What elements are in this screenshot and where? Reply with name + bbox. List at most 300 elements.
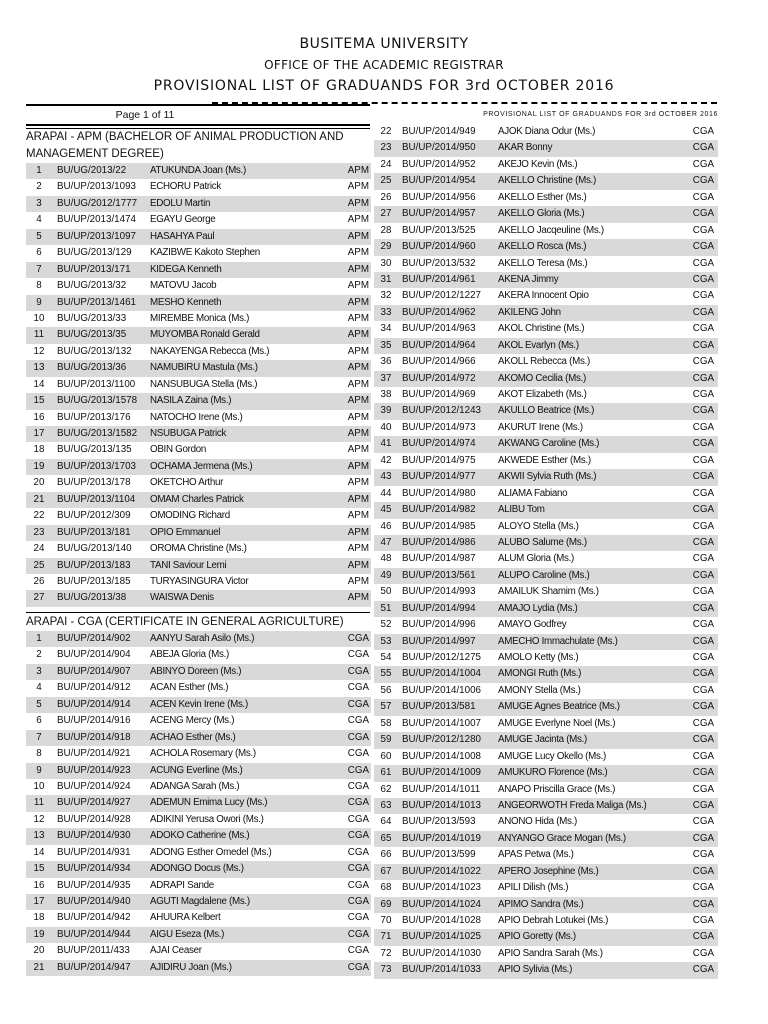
- table-row: [374, 157, 718, 173]
- table-row: [26, 845, 371, 861]
- student-number: BU/UP/2013/171: [57, 263, 131, 275]
- program-code: CGA: [347, 846, 369, 858]
- student-number: BU/UP/2014/1009: [402, 767, 481, 779]
- student-name: AKURUT Irene (Ms.): [498, 421, 583, 433]
- table-row: [374, 551, 718, 567]
- section-title-cga: ARAPAI - CGA (CERTIFICATE IN GENERAL AGRICULTURE): [26, 612, 370, 633]
- program-code: CGA: [347, 961, 369, 973]
- student-number: BU/UP/2013/1461: [57, 296, 136, 308]
- program-code: APM: [347, 362, 369, 374]
- row-number: 10: [33, 312, 45, 324]
- row-number: 54: [380, 652, 392, 663]
- row-number: 63: [380, 799, 392, 811]
- student-number: BU/UP/2012/1275: [402, 652, 481, 663]
- student-number: BU/UP/2014/973: [402, 421, 476, 433]
- student-name: EGAYU George: [150, 214, 216, 226]
- table-row: [26, 163, 371, 179]
- row-number: 12: [33, 345, 45, 357]
- table-row: [374, 962, 718, 978]
- row-number: 9: [36, 764, 42, 776]
- table-row: [374, 305, 718, 321]
- student-name: NAKAYENGA Rebecca (Ms.): [150, 345, 270, 357]
- program-code: CGA: [692, 652, 714, 663]
- table-row: [374, 140, 718, 156]
- student-name: ALOYO Stella (Ms.): [498, 520, 579, 532]
- table-row: [26, 541, 371, 557]
- student-number: BU/UG/2013/1578: [57, 395, 138, 407]
- student-number: BU/UP/2014/956: [402, 191, 476, 203]
- program-code: CGA: [347, 780, 369, 792]
- row-number: 73: [380, 964, 392, 976]
- student-number: BU/UG/2013/35: [57, 329, 127, 341]
- row-number: 7: [36, 731, 42, 743]
- table-row: [374, 436, 718, 452]
- student-name: AKENA Jimmy: [498, 273, 559, 285]
- program-code: APM: [347, 460, 369, 472]
- table-row: [374, 272, 718, 288]
- row-number: 41: [380, 438, 392, 450]
- student-number: BU/UP/2014/977: [402, 471, 476, 483]
- table-row: [26, 795, 371, 811]
- row-number: 47: [380, 536, 392, 548]
- table-row: [26, 492, 371, 508]
- student-number: BU/UP/2014/1033: [402, 964, 481, 976]
- table-row: [374, 124, 718, 140]
- row-number: 46: [380, 520, 392, 532]
- row-number: 19: [33, 460, 45, 472]
- table-row: [26, 894, 371, 910]
- row-number: 4: [36, 214, 42, 226]
- student-number: BU/UP/2014/912: [57, 682, 131, 694]
- program-code: CGA: [692, 865, 714, 877]
- student-number: BU/UP/2014/982: [402, 504, 476, 516]
- table-row: [374, 847, 718, 863]
- student-number: BU/UP/2014/985: [402, 520, 476, 532]
- table-row: [26, 960, 371, 976]
- student-number: BU/UP/2014/1028: [402, 915, 481, 926]
- table-row: [26, 179, 371, 195]
- row-number: 11: [33, 797, 45, 809]
- student-name: HASAHYA Paul: [150, 230, 215, 242]
- program-code: CGA: [692, 931, 714, 943]
- student-number: BU/UP/2012/1227: [402, 290, 481, 302]
- program-code: APM: [347, 526, 369, 538]
- row-number: 69: [380, 898, 392, 910]
- student-number: BU/UG/2013/135: [57, 444, 132, 456]
- row-number: 10: [33, 780, 45, 792]
- table-row: [26, 861, 371, 877]
- table-row: [374, 354, 718, 370]
- table-row: [26, 278, 371, 294]
- row-number: 2: [36, 649, 42, 661]
- program-code: CGA: [692, 273, 714, 285]
- student-name: AKEJO Kevin (Ms.): [498, 158, 578, 170]
- program-code: APM: [347, 280, 369, 292]
- table-row: [374, 897, 718, 913]
- table-row: [374, 321, 718, 337]
- student-number: BU/UP/2013/1100: [57, 378, 136, 390]
- table-row: [374, 288, 718, 304]
- row-number: 56: [380, 684, 392, 696]
- row-number: 16: [33, 411, 45, 423]
- program-code: CGA: [347, 633, 369, 644]
- row-number: 64: [380, 816, 392, 828]
- table-row: [374, 256, 718, 272]
- student-number: BU/UP/2014/954: [402, 175, 476, 187]
- student-number: BU/UP/2014/950: [402, 142, 476, 154]
- row-number: 68: [380, 882, 392, 894]
- program-code: CGA: [692, 224, 714, 236]
- table-row: [26, 212, 371, 228]
- row-number: 66: [380, 849, 392, 861]
- program-code: CGA: [692, 569, 714, 581]
- program-code: CGA: [692, 208, 714, 220]
- student-number: BU/UP/2013/1474: [57, 214, 136, 226]
- table-row: [26, 475, 371, 491]
- student-number: BU/UP/2013/178: [57, 477, 131, 489]
- table-row: [374, 519, 718, 535]
- row-number: 3: [36, 665, 42, 677]
- table-row: [374, 683, 718, 699]
- program-code: CGA: [692, 487, 714, 499]
- student-name: ADRAPI Sande: [150, 879, 214, 891]
- student-name: AJOK Diana Odur (Ms.): [498, 126, 596, 137]
- student-name: NAMUBIRU Mastula (Ms.): [150, 362, 258, 374]
- student-number: BU/UP/2013/1093: [57, 181, 136, 193]
- student-number: BU/UP/2014/927: [57, 797, 131, 809]
- program-code: CGA: [692, 783, 714, 795]
- row-number: 23: [33, 526, 45, 538]
- table-row: [26, 763, 371, 779]
- student-number: BU/UP/2014/1025: [402, 931, 481, 943]
- row-number: 1: [36, 633, 42, 644]
- row-number: 28: [380, 224, 392, 236]
- row-number: 50: [380, 586, 392, 598]
- table-row: [26, 631, 371, 647]
- program-code: CGA: [692, 832, 714, 844]
- row-number: 45: [380, 504, 392, 516]
- program-code: APM: [347, 559, 369, 571]
- page-indicator-box: [26, 104, 370, 126]
- table-row: [26, 574, 371, 590]
- student-name: ALUBO Salume (Ms.): [498, 536, 587, 548]
- program-code: APM: [347, 428, 369, 439]
- table-row: [374, 453, 718, 469]
- student-name: ECHORU Patrick: [150, 181, 221, 193]
- student-name: ACEN Kevin Irene (Ms.): [150, 698, 248, 710]
- row-number: 26: [33, 575, 45, 587]
- row-number: 17: [33, 896, 45, 907]
- student-name: AKAR Bonny: [498, 142, 553, 154]
- program-code: APM: [347, 181, 369, 193]
- row-number: 67: [380, 865, 392, 877]
- table-row: [26, 746, 371, 762]
- table-row: [26, 410, 371, 426]
- row-number: 53: [380, 635, 392, 647]
- student-number: BU/UP/2013/532: [402, 257, 476, 269]
- program-code: APM: [347, 329, 369, 341]
- student-name: AJIDIRU Joan (Ms.): [150, 961, 232, 973]
- student-name: OPIO Emmanuel: [150, 526, 221, 538]
- student-name: ADIKINI Yerusa Owori (Ms.): [150, 813, 264, 825]
- student-name: KAZIBWE Kakoto Stephen: [150, 247, 260, 259]
- table-row: [26, 426, 371, 442]
- program-code: CGA: [347, 863, 369, 875]
- program-code: APM: [347, 378, 369, 390]
- student-number: BU/UG/2013/140: [57, 543, 132, 555]
- table-row: [26, 196, 371, 212]
- program-code: CGA: [692, 964, 714, 976]
- student-number: BU/UP/2014/1013: [402, 799, 481, 811]
- student-number: BU/UP/2014/1024: [402, 898, 481, 910]
- student-name: AKWANG Caroline (Ms.): [498, 438, 600, 450]
- student-name: AKELLO Esther (Ms.): [498, 191, 587, 203]
- student-name: AKELLO Jacqeuline (Ms.): [498, 224, 604, 236]
- row-number: 37: [380, 372, 392, 384]
- program-code: CGA: [347, 715, 369, 727]
- student-name: ACENG Mercy (Ms.): [150, 715, 235, 727]
- student-name: ANAPO Priscilla Grace (Ms.): [498, 783, 616, 795]
- table-row: [374, 223, 718, 239]
- row-number: 2: [36, 181, 42, 193]
- table-row: [374, 765, 718, 781]
- student-name: TURYASINGURA Victor: [150, 575, 249, 587]
- student-number: BU/UP/2014/1030: [402, 947, 481, 959]
- row-number: 24: [380, 158, 392, 170]
- table-row: [26, 927, 371, 943]
- student-name: ALIBU Tom: [498, 504, 545, 516]
- program-code: CGA: [347, 830, 369, 842]
- student-name: AKILENG John: [498, 306, 561, 318]
- student-name: APIMO Sandra (Ms.): [498, 898, 584, 910]
- program-code: APM: [347, 543, 369, 555]
- program-code: CGA: [692, 849, 714, 861]
- student-name: AKOLL Rebecca (Ms.): [498, 356, 590, 368]
- row-number: 27: [33, 592, 45, 604]
- student-number: BU/UP/2014/934: [57, 863, 131, 875]
- student-number: BU/UP/2011/433: [57, 945, 130, 957]
- student-name: AKOL Christine (Ms.): [498, 323, 585, 335]
- program-code: APM: [347, 395, 369, 407]
- table-row: [26, 590, 371, 606]
- student-number: BU/UP/2013/561: [402, 569, 476, 581]
- row-number: 8: [36, 280, 42, 292]
- student-number: BU/UP/2013/183: [57, 559, 131, 571]
- student-number: BU/UP/2014/928: [57, 813, 131, 825]
- student-number: BU/UP/2013/1703: [57, 460, 136, 472]
- table-row: [26, 377, 371, 393]
- student-name: AMUGE Jacinta (Ms.): [498, 734, 588, 746]
- program-code: CGA: [347, 682, 369, 694]
- row-number: 60: [380, 750, 392, 762]
- student-number: BU/UG/2013/22: [57, 165, 127, 176]
- program-code: CGA: [347, 928, 369, 940]
- row-number: 16: [33, 879, 45, 891]
- table-row: [374, 190, 718, 206]
- student-name: ACHOLA Rosemary (Ms.): [150, 748, 256, 760]
- row-number: 22: [380, 126, 392, 137]
- table-row: [26, 697, 371, 713]
- student-number: BU/UP/2013/599: [402, 849, 476, 861]
- student-number: BU/UP/2014/963: [402, 323, 476, 335]
- row-number: 49: [380, 569, 392, 581]
- row-number: 24: [33, 543, 45, 555]
- program-code: CGA: [692, 421, 714, 433]
- student-name: OBIN Gordon: [150, 444, 207, 456]
- row-number: 39: [380, 405, 392, 417]
- student-number: BU/UP/2014/935: [57, 879, 131, 891]
- row-number: 52: [380, 619, 392, 631]
- program-code: CGA: [692, 389, 714, 400]
- table-row: [374, 469, 718, 485]
- student-number: BU/UP/2014/996: [402, 619, 476, 631]
- table-row: [26, 245, 371, 261]
- table-row: [374, 403, 718, 419]
- table-row: [374, 864, 718, 880]
- row-number: 32: [380, 290, 392, 302]
- program-code: CGA: [692, 602, 714, 614]
- student-name: APILI Dilish (Ms.): [498, 882, 569, 894]
- student-name: AMOLO Ketty (Ms.): [498, 652, 579, 663]
- program-code: APM: [347, 230, 369, 242]
- student-name: OCHAMA Jermena (Ms.): [150, 460, 253, 472]
- program-code: CGA: [347, 649, 369, 661]
- program-code: CGA: [347, 945, 369, 957]
- row-number: 51: [380, 602, 392, 614]
- student-name: APIO Sandra Sarah (Ms.): [498, 947, 603, 959]
- student-number: BU/UP/2013/181: [57, 526, 131, 538]
- row-number: 59: [380, 734, 392, 746]
- student-number: BU/UP/2014/931: [57, 846, 131, 858]
- program-code: CGA: [692, 438, 714, 450]
- student-number: BU/UP/2014/1008: [402, 750, 481, 762]
- table-row: [374, 782, 718, 798]
- row-number: 7: [36, 263, 42, 275]
- list-title: PROVISIONAL LIST OF GRADUANDS FOR 3rd OCTOBER 2016: [153, 78, 615, 94]
- program-code: CGA: [692, 323, 714, 335]
- program-code: CGA: [692, 339, 714, 351]
- program-code: CGA: [692, 750, 714, 762]
- table-row: [374, 173, 718, 189]
- row-number: 4: [36, 682, 42, 694]
- student-name: APIO Sylivia (Ms.): [498, 964, 573, 976]
- row-number: 57: [380, 701, 392, 713]
- program-code: APM: [347, 575, 369, 587]
- student-number: BU/UP/2012/309: [57, 510, 131, 522]
- student-number: BU/UP/2014/997: [402, 635, 476, 647]
- student-number: BU/UP/2014/902: [57, 633, 131, 644]
- student-name: ADOKO Catherine (Ms.): [150, 830, 250, 842]
- student-name: AKWEDE Esther (Ms.): [498, 454, 591, 466]
- table-row: [26, 779, 371, 795]
- student-number: BU/UP/2014/980: [402, 487, 476, 499]
- table-row: [374, 239, 718, 255]
- table-row: [26, 442, 371, 458]
- table-row: [374, 568, 718, 584]
- program-code: CGA: [347, 748, 369, 760]
- table-row: [26, 910, 371, 926]
- student-number: BU/UP/2014/918: [57, 731, 131, 743]
- student-number: BU/UP/2014/914: [57, 698, 131, 710]
- program-code: APM: [347, 312, 369, 324]
- office-title: OFFICE OF THE ACADEMIC REGISTRAR: [264, 58, 504, 72]
- row-number: 34: [380, 323, 392, 335]
- row-number: 25: [380, 175, 392, 187]
- program-code: CGA: [692, 701, 714, 713]
- program-code: APM: [347, 493, 369, 505]
- student-name: ADANGA Sarah (Ms.): [150, 780, 240, 792]
- program-code: APM: [347, 411, 369, 423]
- student-name: AKELLO Gloria (Ms.): [498, 208, 585, 220]
- row-number: 14: [33, 378, 45, 390]
- student-name: AHUURA Kelbert: [150, 912, 221, 924]
- program-code: CGA: [347, 731, 369, 743]
- student-name: AKELLO Teresa (Ms.): [498, 257, 588, 269]
- row-number: 62: [380, 783, 392, 795]
- student-name: ADONG Esther Omedel (Ms.): [150, 846, 272, 858]
- student-name: ALUPO Caroline (Ms.): [498, 569, 590, 581]
- table-row: [374, 338, 718, 354]
- row-number: 15: [33, 395, 45, 407]
- program-code: CGA: [692, 586, 714, 598]
- row-number: 30: [380, 257, 392, 269]
- program-code: CGA: [692, 356, 714, 368]
- table-row: [26, 327, 371, 343]
- row-number: 14: [33, 846, 45, 858]
- student-name: EDOLU Martin: [150, 197, 211, 209]
- row-number: 31: [380, 273, 392, 285]
- student-number: BU/UP/2014/961: [402, 273, 476, 285]
- university-title: BUSITEMA UNIVERSITY: [299, 36, 469, 52]
- student-name: AMAJO Lydia (Ms.): [498, 602, 578, 614]
- program-code: APM: [347, 214, 369, 226]
- row-number: 36: [380, 356, 392, 368]
- table-row: [26, 360, 371, 376]
- student-number: BU/UP/2014/947: [57, 961, 131, 973]
- student-name: ATUKUNDA Joan (Ms.): [150, 165, 246, 176]
- student-number: BU/UP/2014/924: [57, 780, 131, 792]
- program-code: CGA: [692, 536, 714, 548]
- student-name: NASILA Zaina (Ms.): [150, 395, 232, 407]
- student-name: ADONGO Docus (Ms.): [150, 863, 244, 875]
- row-number: 1: [36, 165, 42, 176]
- row-number: 6: [36, 715, 42, 727]
- cga-graduand-list-right: [374, 124, 718, 979]
- row-number: 5: [36, 698, 42, 710]
- table-row: [26, 730, 371, 746]
- program-code: CGA: [692, 405, 714, 417]
- row-number: 17: [33, 428, 45, 439]
- page-number: Page 1 of 11: [115, 109, 175, 121]
- program-code: CGA: [692, 767, 714, 779]
- student-number: BU/UP/2014/966: [402, 356, 476, 368]
- student-number: BU/UP/2013/1097: [57, 230, 136, 242]
- student-name: AMAILUK Shamim (Ms.): [498, 586, 599, 598]
- student-number: BU/UP/2013/185: [57, 575, 131, 587]
- student-name: ABEJA Gloria (Ms.): [150, 649, 229, 661]
- student-name: MATOVU Jacob: [150, 280, 217, 292]
- table-row: [374, 387, 718, 403]
- student-name: AKULLO Beatrice (Ms.): [498, 405, 595, 417]
- table-row: [374, 946, 718, 962]
- student-name: ADEMUN Emima Lucy (Ms.): [150, 797, 268, 809]
- row-number: 38: [380, 389, 392, 400]
- table-row: [374, 798, 718, 814]
- student-name: APAS Petwa (Ms.): [498, 849, 574, 861]
- program-code: CGA: [692, 241, 714, 253]
- table-row: [26, 459, 371, 475]
- student-number: BU/UP/2013/176: [57, 411, 131, 423]
